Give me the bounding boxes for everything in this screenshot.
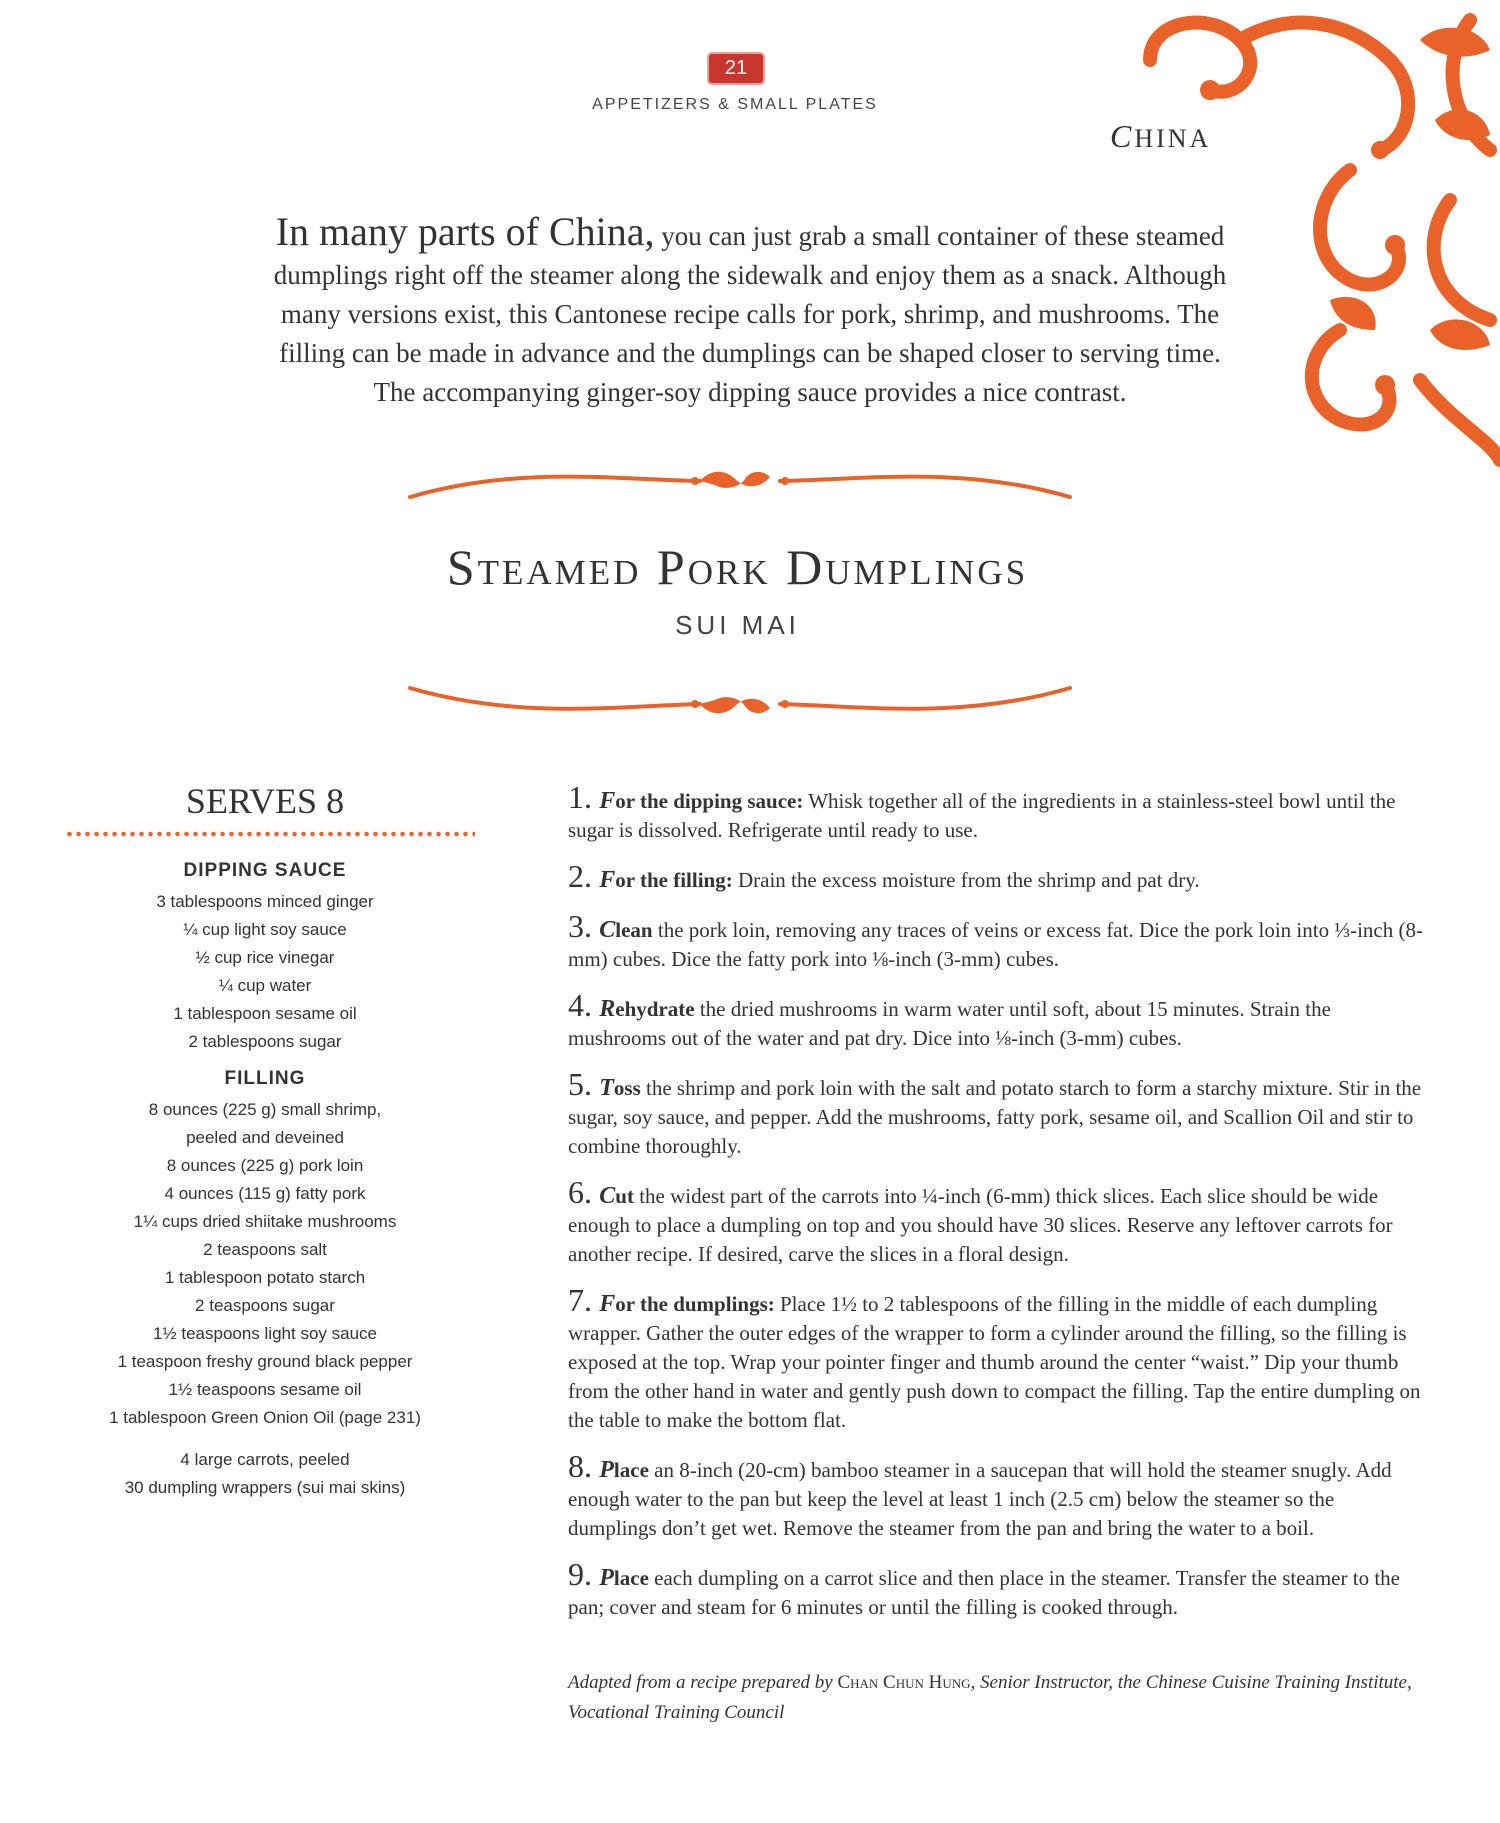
step-lead-initial: C xyxy=(599,917,616,943)
step-2 xyxy=(568,858,1428,895)
step-number: 5. xyxy=(568,1066,592,1102)
step-3 xyxy=(568,908,1428,974)
recipe-title: Steamed Pork Dumplings xyxy=(446,539,1029,595)
list-item: 1 teaspoon freshy ground black pepper xyxy=(117,1352,413,1371)
extra-ingredients-list xyxy=(55,1446,475,1502)
intro-line-2: dumplings right off the steamer along the sidewalk and enjoy them as a snack. Although xyxy=(273,260,1227,290)
step-lead-text: oss xyxy=(613,1076,641,1100)
step-lead xyxy=(599,1566,649,1590)
list-item: 1¼ cups dried shiitake mushrooms xyxy=(133,1212,397,1231)
step-lead xyxy=(599,918,652,942)
step-text: the widest part of the carrots into ¼-inch (6-mm) thick slices. Each slice should be wide enough to place a dumpling on top and you should have 30 slices. Reserve any leftover carrots for another recipe. If desired, carve the slices in a floral design. xyxy=(568,1184,1393,1266)
step-number: 4. xyxy=(568,987,592,1023)
list-item: 2 teaspoons sugar xyxy=(195,1296,335,1315)
list-item: ½ cup rice vinegar xyxy=(195,948,335,967)
step-lead-initial: C xyxy=(599,1183,616,1209)
step-number: 7. xyxy=(568,1282,592,1318)
step-lead xyxy=(599,1076,641,1100)
step-lead-initial: P xyxy=(599,1457,614,1483)
intro-line-1-text: you can just grab a small container of these steamed xyxy=(654,221,1225,251)
step-lead-initial: F xyxy=(599,1291,616,1317)
list-item: peeled and deveined xyxy=(186,1128,344,1147)
step-text: the dried mushrooms in warm water until soft, about 15 minutes. Strain the mushrooms out of the water and pat dry. Dice into ⅛-inch (3-mm) cubes. xyxy=(568,997,1331,1050)
bottom-divider-ornament-icon xyxy=(400,670,1080,730)
step-text: an 8-inch (20-cm) bamboo steamer in a saucepan that will hold the steamer snugly. Add enough water to the pan but keep the level at least 1 inch (2.5 cm) below the steamer so the dumplings don’t get wet. Remove the steamer from the pan and bring the water to a boil. xyxy=(568,1458,1392,1540)
credit-name: Chan Chun Hung xyxy=(837,1672,971,1693)
step-lead-text: lean xyxy=(615,918,653,942)
step-lead-initial: P xyxy=(599,1565,614,1591)
list-item: ¼ cup water xyxy=(218,976,312,995)
step-6 xyxy=(568,1174,1428,1269)
step-lead xyxy=(599,789,803,813)
region-label-rest: HINA xyxy=(1134,124,1212,153)
step-9 xyxy=(568,1556,1428,1622)
list-item: 1½ teaspoons light soy sauce xyxy=(153,1324,377,1343)
step-8 xyxy=(568,1448,1428,1543)
step-lead-text: ut xyxy=(615,1184,634,1208)
step-lead-initial: F xyxy=(599,867,616,893)
step-number: 8. xyxy=(568,1448,592,1484)
list-item: 1 tablespoon Green Onion Oil (page 231) xyxy=(109,1408,421,1427)
step-text: the pork loin, removing any traces of veins or excess fat. Dice the pork loin into ⅓-inch (8-mm) cubes. Dice the fatty pork into ⅛-inch (3-mm) cubes. xyxy=(568,918,1423,971)
top-divider-ornament-icon xyxy=(400,455,1080,515)
dipping-sauce-list xyxy=(55,888,475,1056)
step-1 xyxy=(568,779,1428,845)
step-lead-initial: R xyxy=(599,996,616,1022)
list-item: 1½ teaspoons sesame oil xyxy=(168,1380,362,1399)
step-number: 1. xyxy=(568,779,592,815)
list-item: 4 large carrots, peeled xyxy=(180,1450,350,1469)
page-number-badge: 21 xyxy=(707,52,765,85)
intro-line-3: many versions exist, this Cantonese recipe calls for pork, shrimp, and mushrooms. The xyxy=(280,299,1220,329)
list-item: 2 tablespoons sugar xyxy=(188,1032,342,1051)
list-item: 3 tablespoons minced ginger xyxy=(156,892,374,911)
method-steps xyxy=(568,779,1428,1639)
serves-heading: SERVES 8 xyxy=(185,781,345,821)
step-lead-text: or the dipping sauce: xyxy=(615,789,804,813)
intro-lead: In many parts of China, xyxy=(275,209,655,254)
filling-list xyxy=(55,1096,475,1432)
step-text: each dumpling on a carrot slice and then place in the steamer. Transfer the steamer to the pan; cover and steam for 6 minutes or until the filling is cooked through. xyxy=(568,1566,1400,1619)
step-lead-text: ehydrate xyxy=(615,997,695,1021)
step-lead xyxy=(599,997,694,1021)
step-lead-text: or the dumplings: xyxy=(615,1292,775,1316)
step-number: 6. xyxy=(568,1174,592,1210)
list-item: 1 tablespoon potato starch xyxy=(164,1268,366,1287)
step-lead-text: or the filling: xyxy=(615,868,733,892)
step-number: 3. xyxy=(568,908,592,944)
credit-prefix: Adapted from a recipe prepared by xyxy=(568,1672,838,1693)
step-lead xyxy=(599,868,732,892)
list-item: 2 teaspoons salt xyxy=(203,1240,327,1259)
filling-heading: FILLING xyxy=(224,1068,306,1089)
step-lead xyxy=(599,1184,634,1208)
step-7 xyxy=(568,1282,1428,1435)
recipe-credit xyxy=(568,1668,1428,1728)
list-item: 30 dumpling wrappers (sui mai skins) xyxy=(124,1478,406,1497)
intro-line-1 xyxy=(200,209,1300,256)
step-lead-initial: F xyxy=(599,788,616,814)
step-4 xyxy=(568,987,1428,1053)
step-number: 2. xyxy=(568,858,592,894)
step-text: Whisk together all of the ingredients in a stainless-steel bowl until the sugar is dissolved. Refrigerate until ready to use. xyxy=(568,789,1396,842)
recipe-subtitle: SUI MAI xyxy=(675,610,800,640)
step-lead-initial: T xyxy=(599,1075,614,1101)
list-item: 8 ounces (225 g) pork loin xyxy=(166,1156,364,1175)
dipping-sauce-heading: DIPPING SAUCE xyxy=(183,860,347,881)
step-lead-text: lace xyxy=(613,1566,649,1590)
step-5 xyxy=(568,1066,1428,1161)
list-item: 1 tablespoon sesame oil xyxy=(173,1004,357,1023)
dotted-rule xyxy=(65,830,475,838)
step-text: Drain the excess moisture from the shrimp and pat dry. xyxy=(732,868,1200,892)
list-item: 4 ounces (115 g) fatty pork xyxy=(164,1184,366,1203)
region-label-initial: C xyxy=(1110,118,1135,154)
step-lead xyxy=(599,1292,775,1316)
list-item: ¼ cup light soy sauce xyxy=(183,920,347,939)
intro-line-5: The accompanying ginger-soy dipping sauce provides a nice contrast. xyxy=(373,377,1127,407)
ingredients-column xyxy=(55,780,475,1502)
step-number: 9. xyxy=(568,1556,592,1592)
step-lead-text: lace xyxy=(613,1458,649,1482)
step-text: the shrimp and pork loin with the salt and potato starch to form a starchy mixture. Stir in the sugar, soy sauce, and pepper. Add the mushrooms, fatty pork, sesame oil, and Scallion Oil and stir to combine thoroughly. xyxy=(568,1076,1422,1158)
list-item: 8 ounces (225 g) small shrimp, xyxy=(148,1100,382,1119)
step-text: Place 1½ to 2 tablespoons of the filling in the middle of each dumpling wrapper. Gather the outer edges of the wrapper to form a cylinder around the filling, so the filling is exposed at the top. Wrap your pointer finger and thumb around the center “waist.” Dip your thumb from the other hand in water and gently push down to compact the filling. Tap the entire dumpling on the table to make the bottom flat. xyxy=(568,1292,1421,1432)
credit-suffix: , Senior Instructor, the Chinese Cuisine Training Institute, Vocational Training Council xyxy=(568,1672,1412,1723)
intro-line-4: filling can be made in advance and the dumplings can be shaped closer to serving time. xyxy=(279,338,1221,368)
section-label: APPETIZERS & SMALL PLATES xyxy=(592,96,878,113)
intro-paragraph xyxy=(200,209,1300,412)
step-lead xyxy=(599,1458,649,1482)
